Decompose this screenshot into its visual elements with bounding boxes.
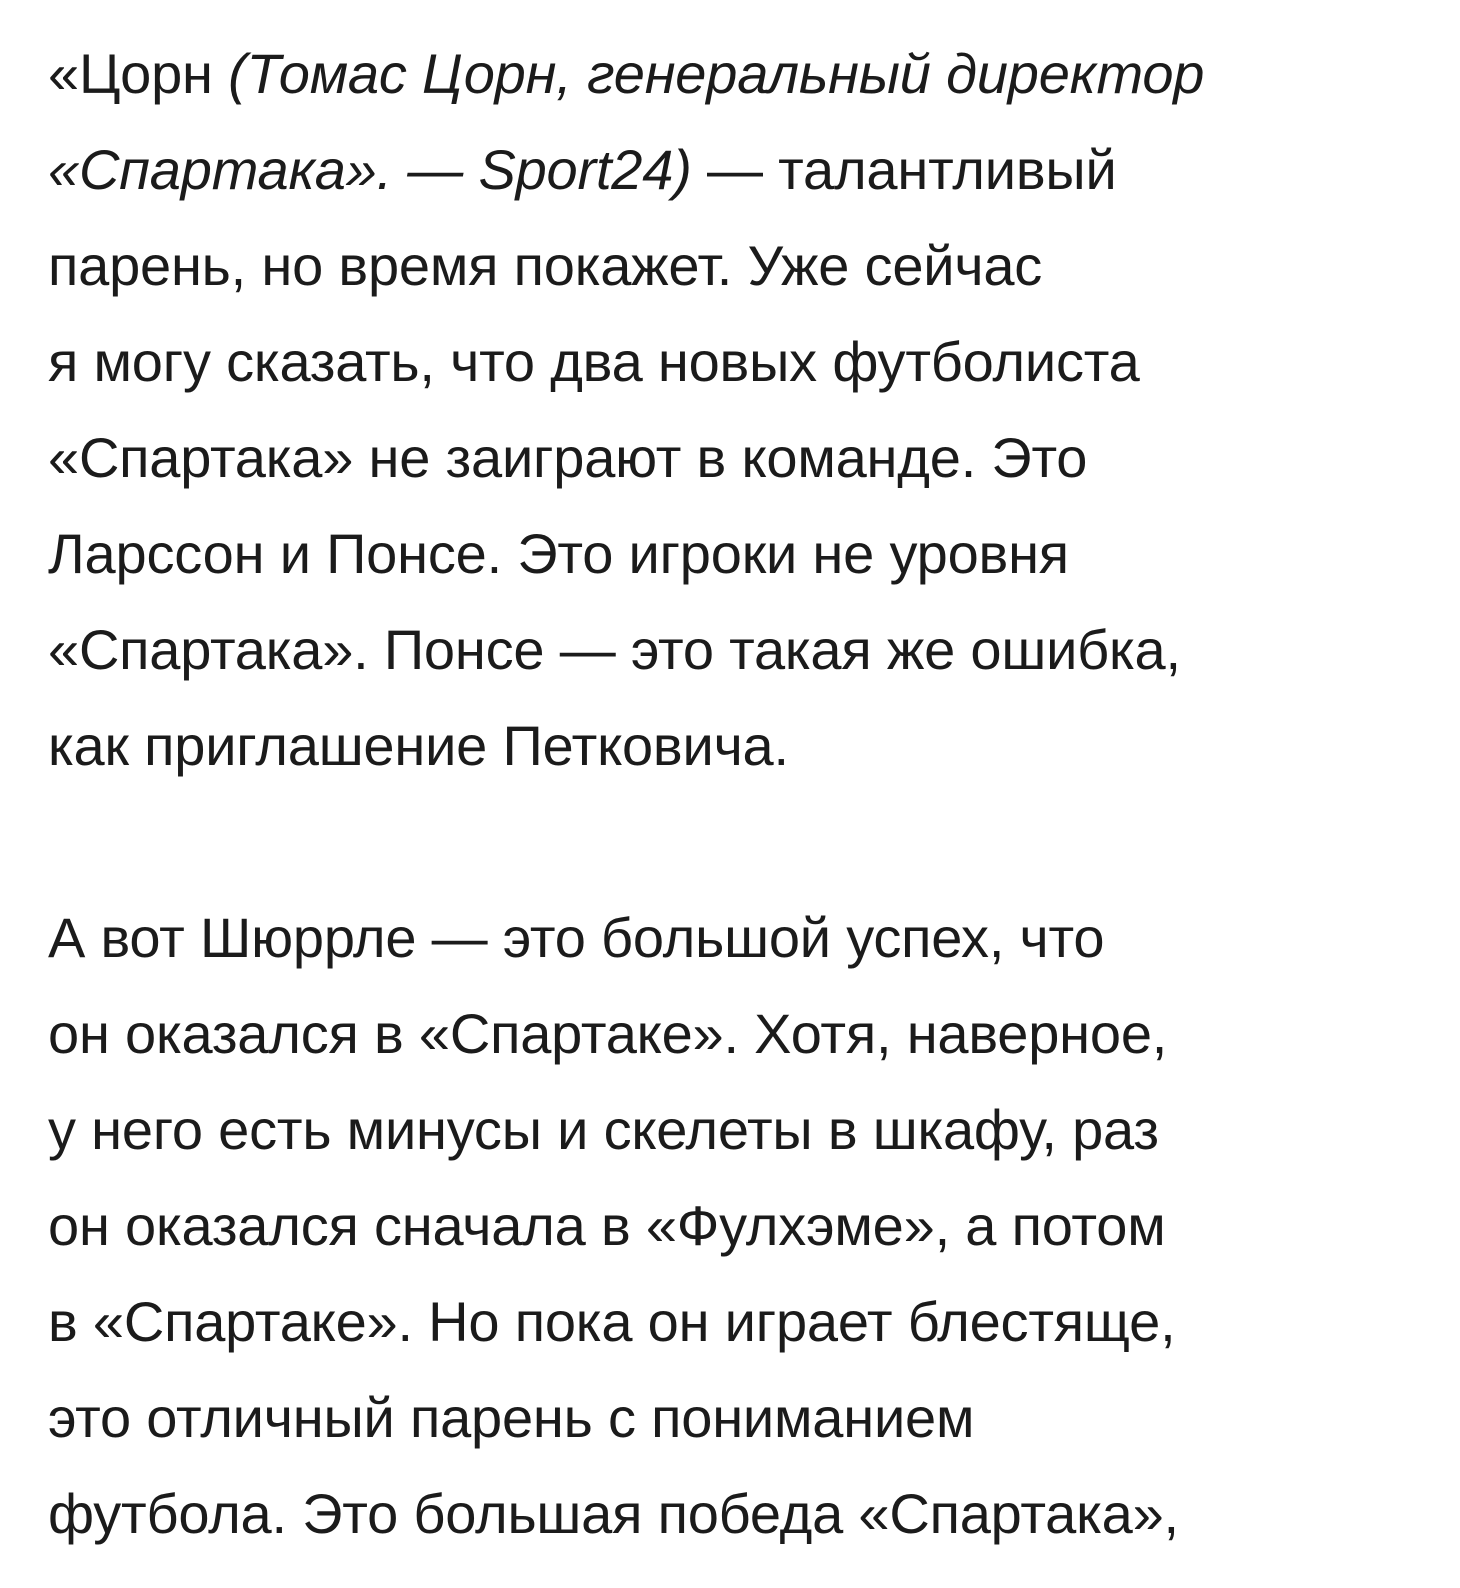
text-line: у него есть минусы и скелеты в шкафу, раз: [48, 1098, 1159, 1161]
quote-paragraph-2: [48, 890, 1420, 1562]
text-line: футбола. Это большая победа «Спартака»,: [48, 1482, 1179, 1545]
text-line: [48, 26, 1420, 122]
text-line: «Спартака» не заиграют в команде. Это: [48, 426, 1088, 489]
quote-paragraph-1: [48, 26, 1420, 794]
text-line: это отличный парень с пониманием: [48, 1386, 975, 1449]
text-line: он оказался сначала в «Фулхэме», а потом: [48, 1194, 1166, 1257]
editorial-note: (Томас Цорн, генеральный директор: [228, 42, 1205, 105]
text-line: я могу сказать, что два новых футболиста: [48, 330, 1140, 393]
text-line: парень, но время покажет. Уже сейчас: [48, 234, 1043, 297]
quote-text: «Цорн: [48, 42, 229, 105]
text-line: как приглашение Петковича.: [48, 714, 789, 777]
text-line: Ларссон и Понсе. Это игроки не уровня: [48, 522, 1069, 585]
text-line: «Спартака». Понсе — это такая же ошибка,: [48, 618, 1181, 681]
quote-text: — талантливый: [691, 138, 1117, 201]
text-line: в «Спартаке». Но пока он играет блестяще,: [48, 1290, 1176, 1353]
text-line: [48, 122, 1420, 218]
editorial-note: «Спартака». — Sport24): [48, 138, 692, 201]
text-line: он оказался в «Спартаке». Хотя, наверное,: [48, 1002, 1168, 1065]
text-line: А вот Шюррле — это большой успех, что: [48, 906, 1105, 969]
